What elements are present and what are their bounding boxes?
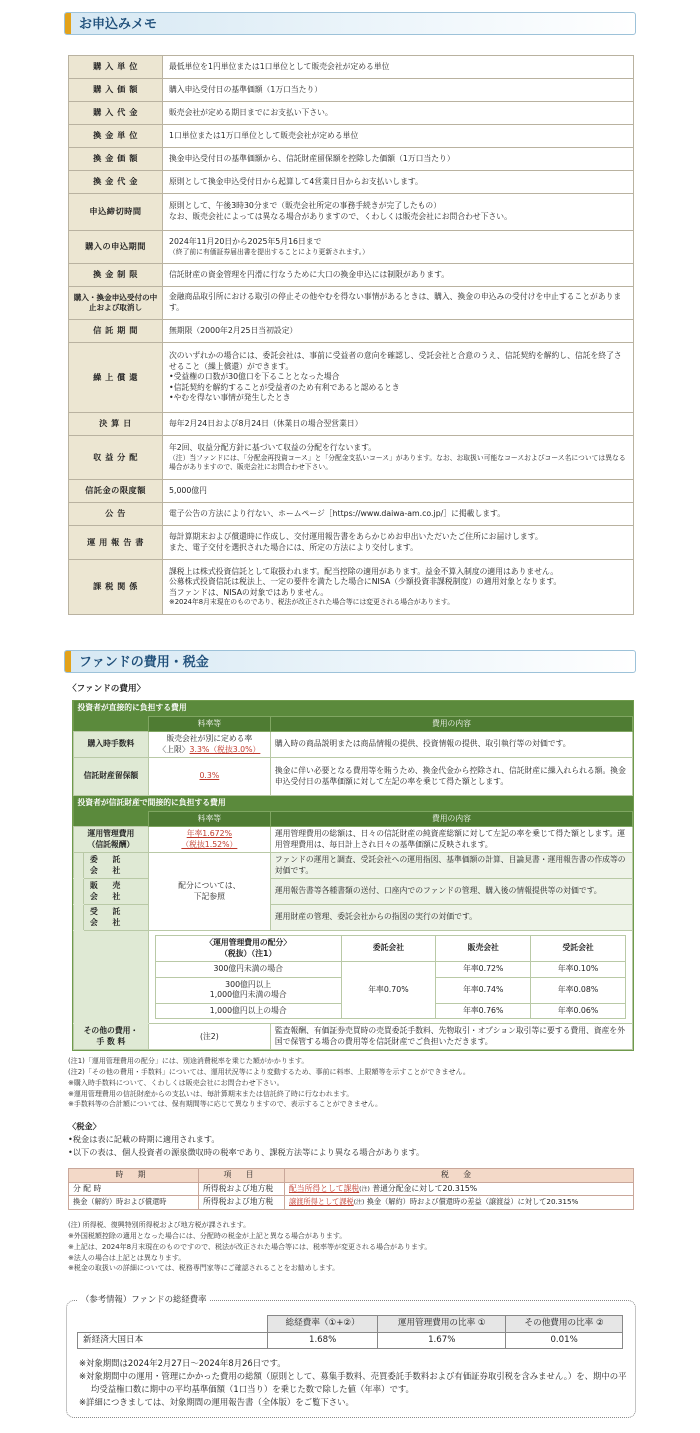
- memo-key: 公 告: [69, 503, 163, 526]
- memo-value: 5,000億円: [163, 480, 634, 503]
- memo-row: [69, 79, 634, 102]
- tax-value: [285, 1182, 634, 1196]
- memo-text: また、電子交付を選択された場合には、所定の方法により交付します。: [169, 542, 418, 552]
- tax-item: 所得税および地方税: [199, 1196, 285, 1210]
- header-row: [74, 716, 633, 732]
- memo-text: なお、販売会社によっては異なる場合がありますので、くわしくは販売会社にお問合わせ下さい。: [169, 212, 512, 221]
- fee-row: [74, 1024, 633, 1050]
- memo-value: 換金申込受付日の基準価額から、信託財産留保額を控除した価額（1万口当たり）: [163, 148, 634, 171]
- party-desc: ファンドの運用と調査、受託会社への運用指図、基準価額の計算、目論見書・運用報告書の作成等の対価です。: [270, 853, 632, 879]
- tax-heading: 〈税金〉: [68, 1121, 101, 1131]
- label-line: 手 数 料: [96, 1036, 126, 1046]
- fee-row: [74, 853, 633, 879]
- note-line: ※外国税額控除の適用となった場合には、分配時の税金が上記と異なる場合があります。: [68, 1231, 347, 1240]
- note-line: (注) 所得税、復興特別所得税および地方税が課されます。: [68, 1221, 251, 1229]
- memo-value: [163, 526, 634, 560]
- fees-subheading: 〈ファンドの費用〉: [68, 684, 146, 694]
- header-accent: [65, 651, 71, 672]
- memo-value: [163, 194, 634, 231]
- trust-rate: 年率0.06%: [531, 1003, 626, 1019]
- memo-text: 毎計算期末および償還時に作成し、交付運用報告書をあらかじめお申出いただいたご住所にお届けします。: [169, 531, 543, 541]
- trust-rate: 年率0.10%: [531, 962, 626, 978]
- tax-type: 配当所得として課税: [289, 1183, 360, 1193]
- note-mark: (注): [353, 1199, 365, 1207]
- sales-rate: 年率0.72%: [436, 962, 531, 978]
- memo-title: お申込みメモ: [79, 17, 158, 32]
- memo-row: [69, 413, 634, 436]
- note-line: ※手数料等の合計額については、保有期間等に応じて異なりますので、表示することができません。: [68, 1100, 383, 1109]
- purchase-fee-desc: 購入時の商品説明または商品情報の提供、投資情報の提供、取引執行等の対価です。: [270, 732, 632, 758]
- fees-section-header: [64, 650, 636, 673]
- desc-col-header: 費用の内容: [270, 811, 632, 827]
- tax-period: 換金（解約）時および償還時: [69, 1196, 199, 1210]
- desc-col-header: 費用の内容: [270, 716, 632, 732]
- header-row: [78, 1316, 623, 1333]
- memo-row: [69, 102, 634, 125]
- memo-row: [69, 503, 634, 526]
- memo-value: 電子公告の方法により行ない、ホームページ［https://www.daiwa-am.co.jp/］に掲載します。: [163, 503, 634, 526]
- memo-key: 信託金の限度額: [69, 480, 163, 503]
- tier-label: [155, 977, 341, 1003]
- memo-small-note: （注）当ファンドには、「分配金再投資コース」と「分配金支払いコース」があります。なお、お取扱い可能なコースおよびコース名については異なる場合がありますので、販売会社にお問合わせ下さい。: [169, 453, 626, 471]
- rate-value: 3.3%（税抜3.0%）: [189, 744, 261, 754]
- other-ratio: 0.01%: [506, 1332, 623, 1349]
- band-row: [74, 701, 633, 716]
- note-line: ※上記は、2024年8月末現在のものですので、税法が改正された場合等には、税率等が変更される場合があります。: [68, 1242, 432, 1251]
- memo-bullet-list: [169, 372, 627, 404]
- head-line: （税抜）（注1）: [220, 948, 277, 958]
- consignor-rate: 年率0.70%: [341, 962, 436, 1019]
- note-line: ※法人の場合は上記とは異なります。: [68, 1253, 186, 1262]
- col-sales: 販売会社: [436, 936, 531, 962]
- note-line: ※対象期間中の運用・管理にかかった費用の総額（原則として、募集手数料、売買委託手数料および有価証券取引税を含みません。）を、期中の平均受益権口数に期中の平均基準価額（1口当り）を乗じた数で除した値（年率）です。: [79, 1371, 627, 1395]
- party-label: 販 売 会 社: [84, 879, 149, 905]
- table-row: [69, 1196, 634, 1210]
- memo-small-note: ※2024年8月末現在のものであり、税法が改正された場合等には変更される場合があります。: [169, 598, 455, 607]
- table-row: [69, 1182, 634, 1196]
- memo-value: [163, 560, 634, 615]
- memo-row: [69, 56, 634, 79]
- reference-box: [66, 1294, 636, 1418]
- memo-text: 原則として、午後3時30分まで（販売会社所定の事務手続きが完了したもの）: [169, 201, 442, 211]
- indirect-cost-band: 投資者が信託財産で間接的に負担する費用: [74, 796, 633, 812]
- rate-col-header: 料率等: [148, 716, 270, 732]
- memo-table: [68, 55, 634, 615]
- head-line: 〈運用管理費用の配分〉: [205, 938, 292, 948]
- col-trustee: 受託会社: [531, 936, 626, 962]
- retention-label: 信託財産留保額: [74, 758, 149, 796]
- memo-value: [163, 343, 634, 413]
- label-line: 1,000億円未満の場合: [209, 990, 287, 1000]
- other-fee-rate: (注2): [148, 1024, 270, 1050]
- tax-value: [285, 1196, 634, 1210]
- mgmt-fee-rate: [148, 827, 270, 853]
- memo-value: 無期限（2000年2月25日当初設定）: [163, 320, 634, 343]
- header-row: [74, 811, 633, 827]
- memo-key: 購入・換金申込受付の中止および取消し: [69, 287, 163, 320]
- memo-key: 繰 上 償 還: [69, 343, 163, 413]
- note-line: ※対象期間は2024年2月27日～2024年8月26日です。: [79, 1358, 286, 1368]
- memo-value: 最低単位を1円単位または1口単位として販売会社が定める単位: [163, 56, 634, 79]
- mgmt-fee-label: [74, 827, 149, 853]
- alloc-head: [155, 936, 341, 962]
- col-other: その他費用の比率 ②: [506, 1316, 623, 1333]
- trust-rate: 年率0.08%: [531, 977, 626, 1003]
- tax-text: 普通分配金に対して20.315%: [372, 1183, 478, 1193]
- fee-notes: [68, 1056, 470, 1110]
- memo-value: 信託財産の資金管理を円滑に行なうために大口の換金申込には制限があります。: [163, 264, 634, 287]
- indent-cell: [74, 879, 84, 905]
- alloc-table: [155, 935, 626, 1019]
- direct-cost-band: 投資者が直接的に負担する費用: [74, 701, 633, 716]
- list-item: •以下の表は、個人投資者の源泉徴収時の税率であり、課税方法等により異なる場合があります。: [68, 1147, 425, 1158]
- header-accent: [65, 13, 71, 34]
- fee-row: [74, 827, 633, 853]
- rate-col-header: 料率等: [148, 811, 270, 827]
- memo-value: 1口単位または1万口単位として販売会社が定める単位: [163, 125, 634, 148]
- note-line: ※運用管理費用の信託財産からの支払いは、毎計算期末または信託終了時に行なわれます。: [68, 1089, 354, 1098]
- memo-row: [69, 125, 634, 148]
- fee-table: [73, 701, 633, 1050]
- purchase-fee-rate: [148, 732, 270, 758]
- alloc-cell: [148, 931, 632, 1024]
- memo-key: 運 用 報 告 書: [69, 526, 163, 560]
- indent-cell: [74, 853, 84, 879]
- note-line: ※詳細につきましては、対象期間の運用報告書（全体版）をご覧下さい。: [79, 1397, 354, 1408]
- memo-section-header: [64, 12, 636, 35]
- memo-row: [69, 171, 634, 194]
- retention-rate: [148, 758, 270, 796]
- memo-text: 課税上は株式投資信託として取扱われます。配当控除の適用があります。益金不算入制度の適用はありません。: [169, 566, 559, 576]
- header-row: [69, 1169, 634, 1183]
- fee-row: [74, 758, 633, 796]
- blank-head: [78, 1316, 268, 1333]
- note-mark: (注): [359, 1185, 370, 1193]
- memo-row: [69, 320, 634, 343]
- rate-text: 販売会社が別に定める率: [166, 734, 253, 744]
- col-consignor: 委託会社: [341, 936, 436, 962]
- list-item: •受益権の口数が30億口を下ることとなった場合: [169, 372, 340, 382]
- note-line: ※購入時手数料について、くわしくは販売会社にお問合わせ下さい。: [68, 1078, 284, 1087]
- tax-intro: [68, 1120, 424, 1159]
- memo-key: 換 金 単 位: [69, 125, 163, 148]
- note-line: (注1)「運用管理費用の配分」には、別途消費税率を乗じた額がかかります。: [68, 1057, 309, 1065]
- fund-name: 新経済大国日本: [78, 1332, 268, 1349]
- memo-text: 2024年11月20日から2025年5月16日まで: [169, 237, 322, 247]
- party-label: 委 託 会 社: [84, 853, 149, 879]
- memo-key: 購 入 単 位: [69, 56, 163, 79]
- memo-key: 課 税 関 係: [69, 560, 163, 615]
- fees-title: ファンドの費用・税金: [79, 655, 209, 670]
- purchase-fee-label: 購入時手数料: [74, 732, 149, 758]
- party-desc: 運用報告書等各種書類の送付、口座内でのファンドの管理、購入後の情報提供等の対価です。: [270, 879, 632, 905]
- note-line: (注2)「その他の費用・手数料」については、運用状況等により変動するため、事前に料率、上限額等を示すことができません。: [68, 1067, 470, 1076]
- memo-value: 原則として換金申込受付日から起算して4営業日目からお支払いします。: [163, 171, 634, 194]
- other-fee-desc: 監査報酬、有価証券売買時の売買委託手数料、先物取引・オプション取引等に要する費用、資産を外国で保管する場合の費用等を信託財産でご負担いただきます。: [270, 1024, 632, 1050]
- memo-key: 換 金 制 限: [69, 264, 163, 287]
- tier-label: 300億円未満の場合: [155, 962, 341, 978]
- memo-row: [69, 264, 634, 287]
- reference-table: [77, 1315, 623, 1349]
- list-item: •税金は表に記載の時期に適用されます。: [68, 1134, 220, 1145]
- tax-item: 所得税および地方税: [199, 1182, 285, 1196]
- reference-notes: [79, 1357, 627, 1409]
- party-desc: 運用財産の管理、委託会社からの指図の実行の対価です。: [270, 905, 632, 931]
- label-line: （信託報酬）: [87, 839, 135, 849]
- list-item: •信託契約を解約することが受益者のため有利であると認めるとき: [169, 382, 400, 392]
- tax-type: 譲渡所得として課税: [289, 1197, 354, 1207]
- col-item: 項 目: [199, 1169, 285, 1183]
- memo-text: 次のいずれかの場合には、委託会社は、事前に受益者の意向を確認し、受託会社と合意のうえ、信託契約を解約し、信託を終了させること（繰上償還）ができます。: [169, 351, 622, 371]
- memo-value: 毎年2月24日および8月24日（休業日の場合翌営業日）: [163, 413, 634, 436]
- label-line: その他の費用・: [83, 1026, 139, 1036]
- band-row: [74, 796, 633, 812]
- reference-title: （参考情報）ファンドの総経費率: [77, 1294, 210, 1305]
- memo-row: [69, 231, 634, 264]
- note-line: 配分については、: [178, 881, 241, 891]
- note-line: ※税金の取扱いの詳細については、税務専門家等にご確認されることをお勧めします。: [68, 1264, 340, 1273]
- note-line: 下記参照: [193, 891, 225, 901]
- party-label: 受 託 会 社: [84, 905, 149, 931]
- memo-value: 販売会社が定める期日までにお支払い下さい。: [163, 102, 634, 125]
- rate-value: 年率1.672%: [186, 829, 233, 839]
- memo-row: [69, 560, 634, 615]
- memo-text: 当ファンドは、NISAの対象ではありません。: [169, 587, 329, 597]
- tier-label: 1,000億円以上の場合: [155, 1003, 341, 1019]
- memo-row: [69, 343, 634, 413]
- table-row: [155, 962, 625, 978]
- memo-row: [69, 480, 634, 503]
- sales-rate: 年率0.76%: [436, 1003, 531, 1019]
- fee-table-frame: [72, 700, 634, 1051]
- indent-cell: [74, 905, 84, 931]
- memo-key: 決 算 日: [69, 413, 163, 436]
- col-total: 総経費率（①+②）: [268, 1316, 378, 1333]
- rate-value: （税抜1.52%）: [181, 839, 238, 849]
- memo-value: 購入申込受付日の基準価額（1万口当たり）: [163, 79, 634, 102]
- label-line: 300億円以上: [225, 979, 272, 989]
- rate-upper: 〈上限〉: [158, 744, 190, 754]
- memo-row: [69, 194, 634, 231]
- sales-rate: 年率0.74%: [436, 977, 531, 1003]
- memo-key: 収 益 分 配: [69, 436, 163, 480]
- memo-value: [163, 436, 634, 480]
- table-row: [78, 1332, 623, 1349]
- memo-text: 年2回、収益分配方針に基づいて収益の分配を行ないます。: [169, 443, 377, 453]
- memo-key: 購入の申込期間: [69, 231, 163, 264]
- alloc-row: [74, 931, 633, 1024]
- memo-row: [69, 148, 634, 171]
- tax-text: 換金（解約）時および償還時の差益（譲渡益）に対して20.315%: [366, 1197, 579, 1207]
- list-item: •やむを得ない事情が発生したとき: [169, 393, 291, 403]
- rate-value: 0.3%: [199, 771, 220, 781]
- memo-small-note: （終了前に有価証券届出書を提出することにより更新されます。）: [169, 247, 369, 256]
- other-fee-label: [74, 1024, 149, 1050]
- label-line: 運用管理費用: [87, 829, 135, 839]
- memo-key: 換 金 代 金: [69, 171, 163, 194]
- col-mgmt: 運用管理費用の比率 ①: [378, 1316, 506, 1333]
- memo-value: 金融商品取引所における取引の停止その他やむを得ない事情があるときは、購入、換金の申込みの受付けを中止することがあります。: [163, 287, 634, 320]
- memo-value: [163, 231, 634, 264]
- col-period: 時 期: [69, 1169, 199, 1183]
- memo-text: 公募株式投資信託は税法上、一定の要件を満たした場合にNISA（少額投資非課税制度）の適用対象となります。: [169, 577, 562, 587]
- mgmt-fee-desc: 運用管理費用の総額は、日々の信託財産の純資産総額に対して左記の率を乗じて得た額とします。運用管理費用は、毎日計上され日々の基準価額に反映されます。: [270, 827, 632, 853]
- memo-row: [69, 526, 634, 560]
- tax-notes: [68, 1220, 431, 1274]
- col-tax: 税 金: [285, 1169, 634, 1183]
- tax-table: [68, 1168, 634, 1210]
- tax-period: 分 配 時: [69, 1182, 199, 1196]
- retention-desc: 換金に伴い必要となる費用等を賄うため、換金代金から控除され、信託財産に繰入れられる額。換金申込受付日の基準価額に対して左記の率を乗じて得た額とします。: [270, 758, 632, 796]
- fee-row: [74, 732, 633, 758]
- memo-key: 購 入 代 金: [69, 102, 163, 125]
- alloc-note: [148, 853, 270, 931]
- memo-key: 換 金 価 額: [69, 148, 163, 171]
- mgmt-ratio: 1.67%: [378, 1332, 506, 1349]
- memo-row: [69, 287, 634, 320]
- memo-row: [69, 436, 634, 480]
- total-ratio: 1.68%: [268, 1332, 378, 1349]
- memo-key: 購 入 価 額: [69, 79, 163, 102]
- memo-key: 信 託 期 間: [69, 320, 163, 343]
- memo-key: 申込締切時間: [69, 194, 163, 231]
